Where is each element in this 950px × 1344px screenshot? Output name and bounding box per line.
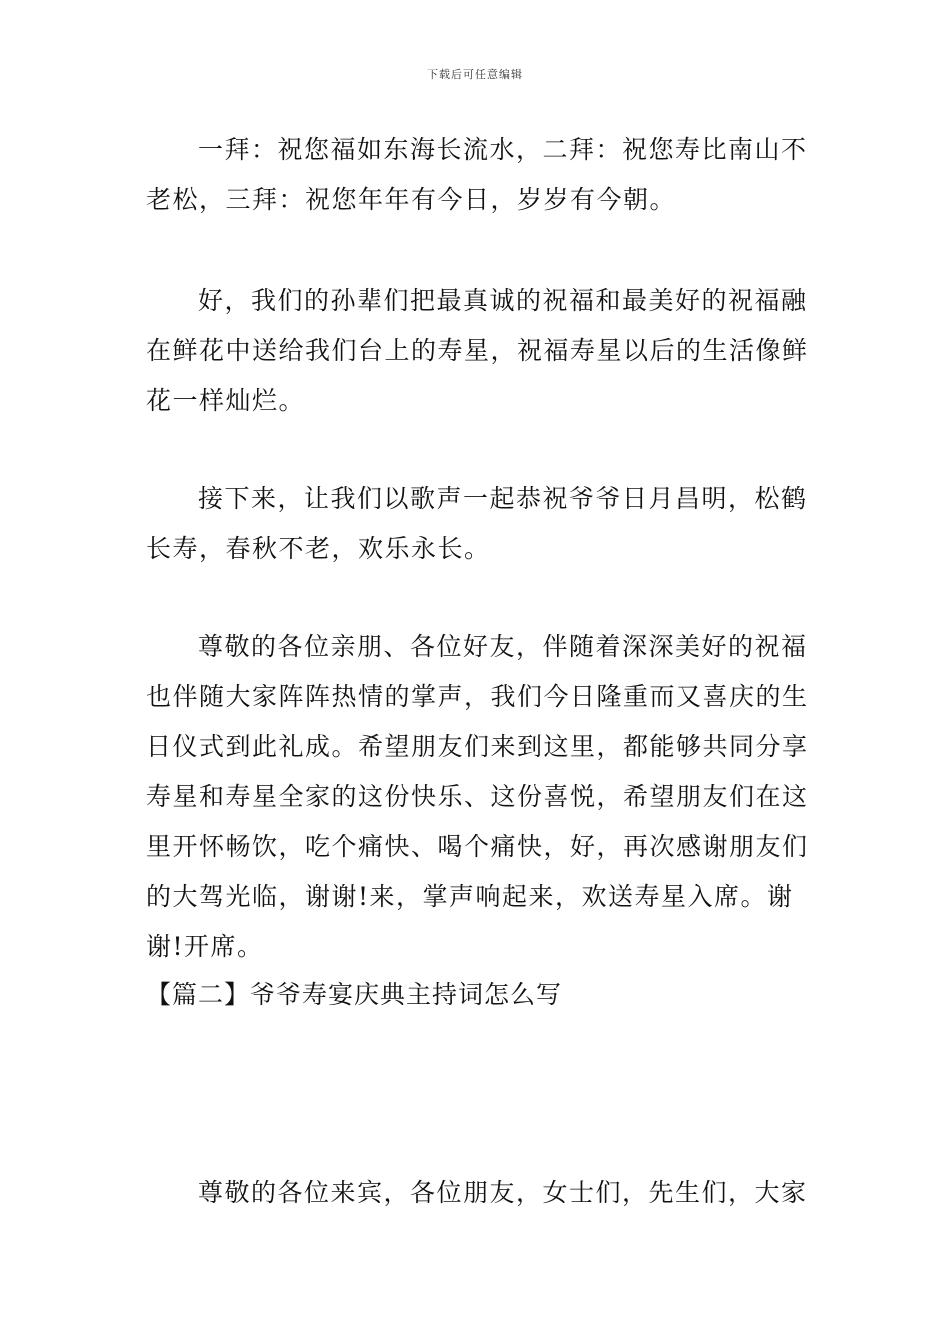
page-header: 下载后可任意编辑 [427, 68, 523, 81]
paragraph-blessings: 一拜：祝您福如东海长流水，二拜：祝您寿比南山不老松，三拜：祝您年年有今日，岁岁有今朝。 [146, 135, 808, 214]
paragraph-flowers: 好，我们的孙辈们把最真诚的祝福和最美好的祝福融在鲜花中送给我们台上的寿星，祝福寿星以后的生活像鲜花一样灿烂。 [146, 286, 809, 415]
section-heading: 【篇二】爷爷寿宴庆典主持词怎么写 [146, 980, 563, 1009]
paragraph-closing: 尊敬的各位亲朋、各位好友，伴随着深深美好的祝福也伴随大家阵阵热情的掌声，我们今日隆重而又喜庆的生日仪式到此礼成。希望朋友们来到这里，都能够共同分享寿星和寿星全家的这份快乐、这份喜悦，希望朋友们在这里开怀畅饮，吃个痛快、喝个痛快，好，再次感谢朋友们的大驾光临，谢谢!来，掌声响起来，欢送寿星入席。谢谢!开席。 [146, 632, 809, 961]
paragraph-next-section: 尊敬的各位来宾，各位朋友，女士们，先生们，大家 [198, 1178, 808, 1207]
paragraph-song: 接下来，让我们以歌声一起恭祝爷爷日月昌明，松鹤长寿，春秋不老，欢乐永长。 [146, 484, 808, 563]
